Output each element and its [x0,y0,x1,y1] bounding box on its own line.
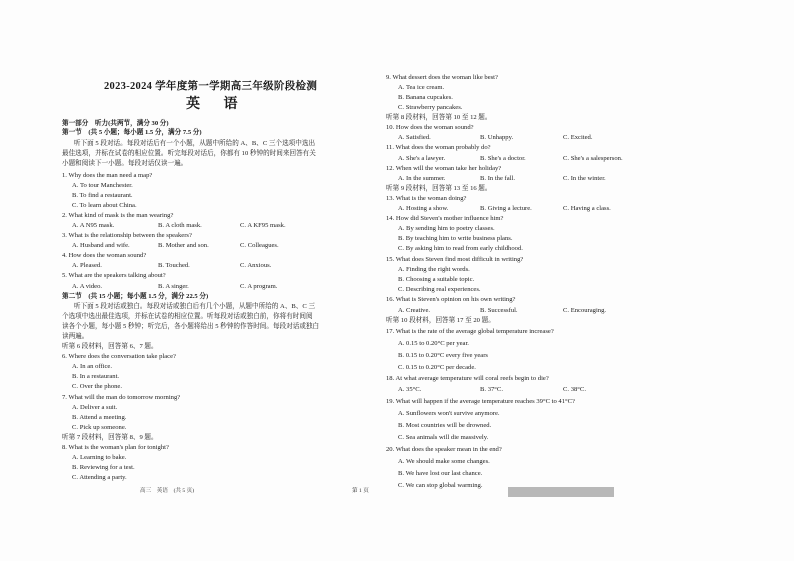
section-heading: 第二节 (共 15 小题；每小题 1.5 分，满分 22.5 分) [62,293,209,300]
instruction-line: 听下面 5 段对话。每段对话后有一个小题，从题中所给的 A、B、C 三个选项中选出 [74,140,316,147]
option-c[interactable]: C. 38°C. [563,386,586,393]
option-a[interactable]: A. Hosting a show. [398,205,449,212]
option-b[interactable]: B. By teaching him to write business plans. [398,235,513,242]
option-c[interactable]: C. 0.15 to 0.20°C per decade. [398,364,476,371]
option-a[interactable]: A. Satisfied. [398,134,431,141]
question-text: 8. What is the woman's plan for tonight? [62,444,169,451]
question-text: 13. What is the woman doing? [386,195,467,202]
question-text: 1. Why does the man need a map? [62,172,153,179]
page-footer-left: 高三 英语 (共 5 页) [140,488,195,494]
option-a[interactable]: A. Husband and wife. [72,242,130,249]
listening-prompt: 听第 7 段材料，回答第 8、9 题。 [62,434,158,441]
option-b[interactable]: B. In a restaurant. [72,373,120,380]
option-a[interactable]: A. In an office. [72,363,112,370]
option-c[interactable]: C. A program. [240,283,278,290]
option-b[interactable]: B. Touched. [158,262,190,269]
option-c[interactable]: C. Pick up someone. [72,424,127,431]
option-c[interactable]: C. She's a salesperson. [563,155,623,162]
option-c[interactable]: C. Encouraging. [563,307,607,314]
option-a[interactable]: A. We should make some changes. [398,458,490,465]
option-c[interactable]: C. Colleagues. [240,242,279,249]
option-a[interactable]: A. Sunflowers won't survive anymore. [398,410,500,417]
option-c[interactable]: C. Attending a party. [72,474,127,481]
listening-prompt: 听第 6 段材料，回答第 6、7 题。 [62,343,158,350]
option-b[interactable]: B. Giving a lecture. [480,205,532,212]
question-text: 20. What does the speaker mean in the end? [386,446,502,453]
option-c[interactable]: C. In the winter. [563,175,606,182]
instruction-line: 个选项中选出最佳选项，并标在试卷的相应位置。听每段对话或独白前，你将有时间阅 [62,313,313,320]
listening-prompt: 听第 10 段材料，回答第 17 至 20 题。 [386,317,495,324]
instruction-line: 读两遍。 [62,333,89,340]
option-b[interactable]: B. In the fall. [480,175,515,182]
option-a[interactable]: A. By sending him to poetry classes. [398,225,495,232]
option-b[interactable]: B. To find a restaurant. [72,192,133,199]
question-text: 6. Where does the conversation take place? [62,353,176,360]
instruction-line: 读各个小题，每小题 5 秒钟；听完后，各小题将给出 5 秒钟的作答时间。每段对话或独白 [62,323,320,330]
option-a[interactable]: A. Tea ice cream. [398,84,445,91]
option-b[interactable]: B. Mother and son. [158,242,209,249]
option-c[interactable]: C. Sea animals will die massively. [398,434,489,441]
exam-title: 2023-2024 学年度第一学期高三年级阶段检测 [104,81,318,92]
option-c[interactable]: C. Excited. [563,134,593,141]
option-a[interactable]: A. A video. [72,283,103,290]
option-b[interactable]: B. Banana cupcakes. [398,94,453,101]
option-a[interactable]: A. Pleased. [72,262,102,269]
question-text: 7. What will the man do tomorrow morning? [62,394,181,401]
listening-prompt: 听第 8 段材料，回答第 10 至 12 题。 [386,114,492,121]
subject-heading: 英 语 [186,97,248,112]
option-b[interactable]: B. 37°C. [480,386,503,393]
question-text: 16. What is Steven's opinion on his own writing? [386,296,516,303]
option-a[interactable]: A. She's a lawyer. [398,155,446,162]
listening-prompt: 听第 9 段材料，回答第 13 至 16 题。 [386,185,492,192]
question-text: 3. What is the relationship between the speakers? [62,232,192,239]
instruction-line: 听下面 5 段对话或独白。每段对话或独白后有几个小题，从题中所给的 A、B、C 三 [74,303,316,310]
part-heading: 第一部分 听力(共两节，满分 30 分) [62,120,169,127]
option-b[interactable]: B. 0.15 to 0.20°C every five years [398,352,488,359]
option-a[interactable]: A. Finding the right words. [398,266,470,273]
option-a[interactable]: A. 35°C. [398,386,422,393]
question-text: 4. How does the woman sound? [62,252,147,259]
question-text: 12. When will the woman take her holiday? [386,165,502,172]
option-a[interactable]: A. Creative. [398,307,431,314]
option-b[interactable]: B. Most countries will be drowned. [398,422,492,429]
option-b[interactable]: B. A cloth mask. [158,222,202,229]
option-b[interactable]: B. Unhappy. [480,134,514,141]
option-a[interactable]: A. In the summer. [398,175,446,182]
option-b[interactable]: B. Attend a meeting. [72,414,127,421]
option-c[interactable]: C. A KF95 mask. [240,222,286,229]
question-text: 19. What will happen if the average temperature reaches 39°C to 41°C? [386,398,575,405]
option-b[interactable]: B. She's a doctor. [480,155,526,162]
option-a[interactable]: A. To tour Manchester. [72,182,133,189]
option-c[interactable]: C. Strawberry pancakes. [398,104,463,111]
question-text: 17. What is the rate of the average global temperature increase? [386,328,554,335]
instruction-line: 小题和阅读下一小题。每段对话仅读一遍。 [62,160,188,167]
option-a[interactable]: A. A N95 mask. [72,222,115,229]
question-text: 2. What kind of mask is the man wearing? [62,212,174,219]
option-a[interactable]: A. Learning to bake. [72,454,127,461]
page-footer-right: 第 1 页 [352,488,369,494]
option-b[interactable]: B. A singer. [158,283,189,290]
question-text: 9. What dessert does the woman like best? [386,74,498,81]
option-a[interactable]: A. Deliver a suit. [72,404,118,411]
question-text: 18. At what average temperature will coral reefs begin to die? [386,375,549,382]
option-c[interactable]: C. Anxious. [240,262,272,269]
question-text: 15. What does Steven find most difficult in writing? [386,256,524,263]
instruction-line: 最佳选项，并标在试卷的相应位置。听完每段对话后，你都有 10 秒钟的时间来回答有关 [62,150,316,157]
question-text: 5. What are the speakers talking about? [62,272,166,279]
option-b[interactable]: B. Reviewing for a test. [72,464,135,471]
option-b[interactable]: B. We have lost our last chance. [398,470,483,477]
option-c[interactable]: C. Over the phone. [72,383,122,390]
option-c[interactable]: C. Having a class. [563,205,611,212]
option-b[interactable]: B. Choosing a suitable topic. [398,276,475,283]
question-text: 10. How does the woman sound? [386,124,474,131]
option-c[interactable]: C. By asking him to read from early childhood. [398,245,523,252]
option-a[interactable]: A. 0.15 to 0.20°C per year. [398,340,469,347]
option-c[interactable]: C. Describing real experiences. [398,286,481,293]
option-c[interactable]: C. We can stop global warming. [398,482,483,489]
option-c[interactable]: C. To learn about China. [72,202,137,209]
option-b[interactable]: B. Successful. [480,307,518,314]
section-heading: 第一节 (共 5 小题；每小题 1.5 分，满分 7.5 分) [62,129,202,136]
question-text: 11. What does the woman probably do? [386,144,491,151]
question-text: 14. How did Steven's mother influence him? [386,215,504,222]
scan-artifact-bar [508,487,614,497]
